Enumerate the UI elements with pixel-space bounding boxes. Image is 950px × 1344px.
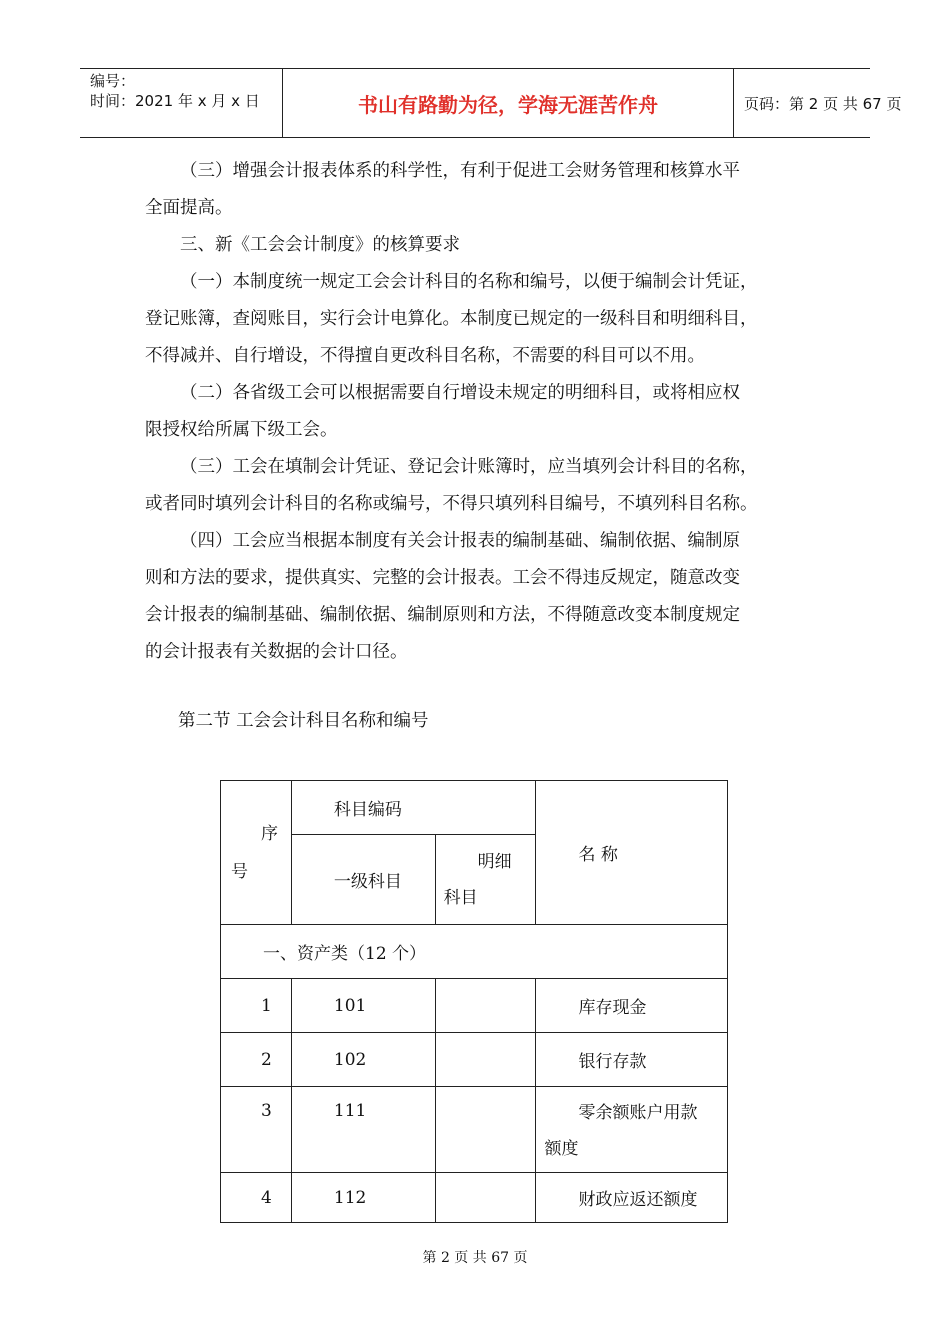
seq-header: 序 号 bbox=[221, 781, 292, 925]
detail-cell bbox=[435, 1087, 536, 1173]
body-text bbox=[145, 153, 815, 671]
code-cell: 112 bbox=[291, 1173, 435, 1223]
name-header: 名 称 bbox=[536, 781, 728, 925]
section-title: 第二节 工会会计科目名称和编号 bbox=[178, 711, 429, 731]
date-label: 时间：2021 年 x 月 x 日 bbox=[90, 92, 260, 110]
level1-header: 一级科目 bbox=[291, 835, 435, 925]
table-row bbox=[221, 1173, 728, 1223]
code-cell: 102 bbox=[291, 1033, 435, 1087]
paragraph: （二）各省级工会可以根据需要自行增设未规定的明细科目，或将相应权 限授权给所属下级工会。 bbox=[145, 383, 740, 440]
paragraph: （三）工会在填制会计凭证、登记会计账簿时，应当填列会计科目的名称， 或者同时填列会计科目的名称或编号，不得只填列科目编号，不填列科目名称。 bbox=[145, 457, 758, 514]
code-header: 科目编码 bbox=[291, 781, 536, 835]
header-meta bbox=[80, 69, 282, 137]
name-cell: 零余额账户用款 额度 bbox=[536, 1087, 728, 1173]
category-label: 一、资产类（12 个） bbox=[221, 925, 728, 979]
detail-cell bbox=[435, 1033, 536, 1087]
paragraph-heading: 三、新《工会会计制度》的核算要求 bbox=[180, 235, 460, 255]
header-page-info: 页码：第 2 页 共 67 页 bbox=[744, 94, 902, 113]
page-footer: 第 2 页 共 67 页 bbox=[422, 1250, 528, 1266]
code-cell: 111 bbox=[291, 1087, 435, 1173]
detail-cell bbox=[435, 1173, 536, 1223]
category-row bbox=[221, 925, 728, 979]
seq-cell: 1 bbox=[221, 979, 292, 1033]
table-row bbox=[221, 1087, 728, 1173]
detail-cell bbox=[435, 979, 536, 1033]
page-header bbox=[80, 68, 902, 138]
paragraph: （一）本制度统一规定工会会计科目的名称和编号，以便于编制会计凭证， 登记账簿，查阅账目，实行会计电算化。本制度已规定的一级科目和明细科目， 不得减并、自行增设，不得擅自更改科目名称，不需要的科目可以不用。 bbox=[145, 272, 758, 366]
account-table bbox=[220, 780, 728, 1223]
paragraph: （三）增强会计报表体系的科学性，有利于促进工会财务管理和核算水平 全面提高。 bbox=[145, 161, 740, 218]
seq-cell: 4 bbox=[221, 1173, 292, 1223]
name-cell: 银行存款 bbox=[536, 1033, 728, 1087]
table-row bbox=[221, 1033, 728, 1087]
name-cell: 库存现金 bbox=[536, 979, 728, 1033]
header-motto: 书山有路勤为径，学海无涯苦作舟 bbox=[282, 69, 734, 137]
number-label: 编号： bbox=[90, 72, 136, 90]
table-row bbox=[221, 979, 728, 1033]
name-cell: 财政应返还额度 bbox=[536, 1173, 728, 1223]
paragraph: （四）工会应当根据本制度有关会计报表的编制基础、编制依据、编制原 则和方法的要求，提供真实、完整的会计报表。工会不得违反规定，随意改变 会计报表的编制基础、编制依据、编制原则和方法，不得随意改变本制度规定 的会计报表有关数据的会计口径。 bbox=[145, 531, 740, 662]
detail-header: 明细 科目 bbox=[435, 835, 536, 925]
table-header-row bbox=[221, 781, 728, 835]
code-cell: 101 bbox=[291, 979, 435, 1033]
seq-cell: 3 bbox=[221, 1087, 292, 1173]
seq-cell: 2 bbox=[221, 1033, 292, 1087]
